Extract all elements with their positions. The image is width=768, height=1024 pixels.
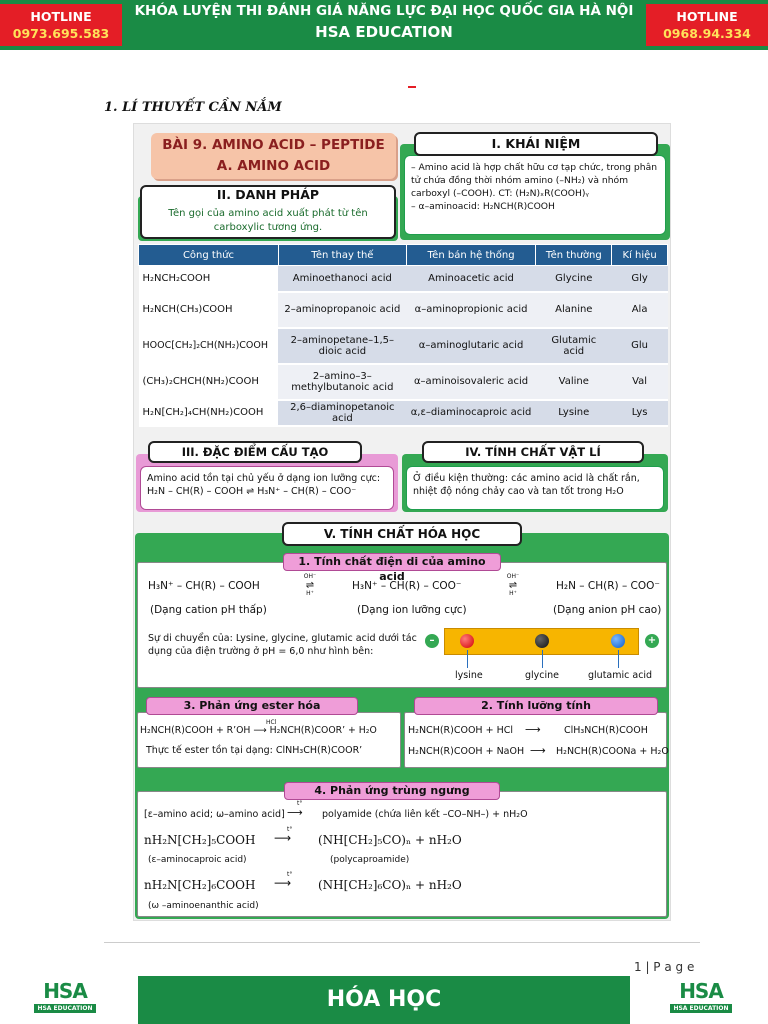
- table-header-row: [139, 245, 668, 266]
- hotline-right-number: 0968.94.334: [663, 26, 751, 41]
- temp-label: t°: [297, 800, 303, 807]
- migration-text: Sự di chuyển của: Lysine, glycine, glutamic acid dưới tác dụng của điện trường ở pH = 6,0 như hình bên:: [148, 633, 417, 657]
- cell-formula: H₂N[CH₂]₄CH(NH₂)COOH: [139, 400, 279, 426]
- cell-symbol: Val: [612, 364, 668, 400]
- temp-label: t°: [287, 871, 293, 878]
- hsa-logo-left: [34, 978, 96, 1022]
- table-row: [139, 400, 668, 426]
- arrow-eq-1: [290, 573, 330, 598]
- form-cation: H₃N⁺ – CH(R) – COOH: [148, 580, 260, 592]
- cell-common-name: Lysine: [536, 400, 612, 426]
- equilibrium-arrow-icon: ⇌: [305, 580, 315, 591]
- red-mark: [408, 86, 416, 88]
- cell-symbol: Gly: [612, 266, 668, 292]
- hsa-logo-sub: HSA EDUCATION: [34, 1004, 96, 1013]
- dac-diem-box: [140, 466, 394, 510]
- amino-table: [138, 244, 668, 427]
- lysine-arrow: [467, 650, 468, 668]
- amphoteric-eq1-right: ClH₃NCH(R)COOH: [564, 725, 648, 736]
- minus-electrode: [425, 634, 439, 648]
- cell-substitutive-name: 2–amino–3–methylbutanoic acid: [278, 364, 406, 400]
- temp-label: t°: [287, 826, 293, 833]
- amphoteric-eq1-left: H₂NCH(R)COOH + HCl: [408, 725, 513, 736]
- header-title-line2: HSA EDUCATION: [315, 23, 453, 41]
- cell-symbol: Glu: [612, 328, 668, 364]
- cell-substitutive-name: 2,6–diaminopetanoic acid: [278, 400, 406, 426]
- ester-catalyst: HCl: [266, 719, 277, 726]
- hotline-left-number: 0973.695.583: [12, 26, 110, 41]
- cell-common-name: Alanine: [536, 292, 612, 328]
- hsa-logo-text: HSA: [43, 979, 87, 1003]
- equilibrium-arrow-icon: ⇌: [508, 580, 518, 591]
- arrow-top-label: OH⁻: [506, 573, 520, 580]
- header-title-line1: KHÓA LUYỆN THI ĐÁNH GIÁ NĂNG LỰC ĐẠI HỌC QUỐC GIA HÀ NỘI: [134, 3, 634, 19]
- hsa-logo-sub: HSA EDUCATION: [670, 1004, 732, 1013]
- arrow-bot-label: H⁺: [306, 590, 314, 597]
- ester-equation: H₂NCH(R)COOH + R’OH ⟶ H₂NCH(R)COOR’ + H₂O: [140, 725, 377, 736]
- arrow-icon: ⟶: [530, 744, 546, 757]
- dien-di-label: 1. Tính chất điện di của amino acid: [283, 553, 501, 571]
- dac-diem-label: III. ĐẶC ĐIỂM CẤU TẠO: [148, 441, 362, 463]
- poly-cap3: (ω –aminoenanthic acid): [148, 901, 259, 911]
- cell-formula: HOOC[CH₂]₂CH(NH₂)COOH: [139, 328, 279, 364]
- hotline-left-label: HOTLINE: [30, 9, 92, 24]
- poly-eq1-right: polyamide (chứa liên kết –CO–NH–) + nH₂O: [322, 809, 528, 820]
- arrow-icon: ⟶: [274, 876, 292, 890]
- khai-niem-label: I. KHÁI NIỆM: [414, 132, 658, 156]
- lysine-dot: [460, 634, 474, 648]
- hotline-left: [0, 4, 122, 46]
- caption-zwitterion: (Dạng ion lưỡng cực): [357, 604, 467, 616]
- glycine-arrow: [542, 650, 543, 668]
- ester-note: Thực tế ester tồn tại dạng: ClNH₃CH(R)COOR’: [146, 745, 363, 756]
- lesson-title: [151, 133, 396, 179]
- cell-symbol: Ala: [612, 292, 668, 328]
- th-cong-thuc: Công thức: [139, 245, 279, 266]
- poly-eq2-left: nH₂N[CH₂]₅COOH: [144, 833, 256, 847]
- ester-label: 3. Phản ứng ester hóa: [146, 697, 358, 715]
- header-bar: [0, 0, 768, 50]
- lesson-title-line2: A. AMINO ACID: [216, 158, 331, 174]
- khai-niem-text2: – α–aminoacid: H₂NCH(R)COOH: [411, 201, 555, 212]
- arrow-icon: ⟶: [525, 723, 541, 736]
- poly-eq3-left: nH₂N[CH₂]₆COOH: [144, 878, 256, 892]
- caption-anion: (Dạng anion pH cao): [553, 604, 662, 616]
- cell-semi-systematic-name: α–aminoisovaleric acid: [406, 364, 536, 400]
- arrow-bot-label: H⁺: [509, 590, 517, 597]
- glutamic-arrow: [618, 650, 619, 668]
- arrow-icon: ⟶: [274, 831, 292, 845]
- khai-niem-box: [404, 155, 666, 235]
- glycine-label: glycine: [525, 670, 560, 681]
- vat-li-box: [406, 466, 664, 510]
- cell-formula: H₂NCH(CH₃)COOH: [139, 292, 279, 328]
- header-title: [122, 2, 646, 43]
- subject-banner: [138, 976, 630, 1024]
- glycine-dot: [535, 634, 549, 648]
- danh-phap-label: II. DANH PHÁP: [216, 187, 320, 202]
- vat-li-label: IV. TÍNH CHẤT VẬT LÍ: [422, 441, 644, 463]
- hsa-logo-text: HSA: [679, 979, 723, 1003]
- minus-sign: –: [429, 635, 435, 646]
- amphoteric-eq2-left: H₂NCH(R)COOH + NaOH: [408, 746, 525, 757]
- arrow-eq-2: [493, 573, 533, 598]
- cell-symbol: Lys: [612, 400, 668, 426]
- cell-common-name: Glycine: [536, 266, 612, 292]
- th-ten-thay-the: Tên thay thế: [278, 245, 406, 266]
- hoa-hoc-label: V. TÍNH CHẤT HÓA HỌC: [282, 522, 522, 546]
- dac-diem-text: Amino acid tồn tại chủ yếu ở dạng ion lưỡng cực:: [147, 473, 381, 484]
- cell-semi-systematic-name: Aminoacetic acid: [406, 266, 536, 292]
- form-zwitterion: H₃N⁺ – CH(R) – COO⁻: [352, 580, 462, 592]
- equilibrium-arrow-icon: ⇌: [246, 486, 258, 497]
- th-ten-thuong: Tên thường: [536, 245, 612, 266]
- th-ki-hieu: Kí hiệu: [612, 245, 668, 266]
- poly-eq1-left: [ε–amino acid; ω–amino acid]: [144, 809, 285, 820]
- cell-common-name: Glutamic acid: [536, 328, 612, 364]
- dac-diem-eq-right: H₃N⁺ – CH(R) – COO⁻: [257, 486, 357, 497]
- glutamic-dot: [611, 634, 625, 648]
- hsa-logo-right: [670, 978, 732, 1022]
- arrow-icon: ⟶: [287, 806, 303, 819]
- th-ten-ban-he-thong: Tên bán hệ thống: [406, 245, 536, 266]
- cell-semi-systematic-name: α–aminopropionic acid: [406, 292, 536, 328]
- cell-substitutive-name: Aminoethanoci acid: [278, 266, 406, 292]
- table-row: [139, 328, 668, 364]
- arrow-top-label: OH⁻: [303, 573, 317, 580]
- cell-substitutive-name: 2–aminopropanoic acid: [278, 292, 406, 328]
- section-heading: 1. LÍ THUYẾT CẦN NẮM: [104, 100, 282, 115]
- danh-phap-text: Tên gọi của amino acid xuất phát từ tên carboxylic tương ứng.: [168, 208, 368, 233]
- cell-formula: (CH₃)₂CHCH(NH₂)COOH: [139, 364, 279, 400]
- glutamic-label: glutamic acid: [588, 670, 653, 681]
- table-row: [139, 292, 668, 328]
- poly-cap2-left: (ε–aminocaproic acid): [148, 855, 247, 865]
- poly-eq2-right: (NH[CH₂]₅CO)ₙ + nH₂O: [318, 833, 462, 847]
- poly-cap2-right: (polycaproamide): [330, 855, 410, 865]
- table-row: [139, 364, 668, 400]
- table-row: [139, 266, 668, 292]
- cell-common-name: Valine: [536, 364, 612, 400]
- amphoteric-box: [404, 712, 667, 768]
- polycondensation-label: 4. Phản ứng trùng ngưng: [284, 782, 500, 800]
- dac-diem-eq-left: H₂N – CH(R) – COOH: [147, 486, 244, 497]
- khai-niem-text1: – Amino acid là hợp chất hữu cơ tạp chức, trong phân tử chứa đồng thời nhóm amino (–NH₂) và nhóm carboxyl (–COOH). CT: (H₂N)ₓR(COOH)ᵧ: [411, 162, 658, 199]
- caption-cation: (Dạng cation pH thấp): [150, 604, 267, 616]
- plus-electrode: [645, 634, 659, 648]
- plus-sign: +: [647, 635, 657, 646]
- cell-semi-systematic-name: α,ε–diaminocaproic acid: [406, 400, 536, 426]
- lysine-label: lysine: [455, 670, 483, 681]
- dac-diem-equation: [147, 485, 387, 499]
- hotline-right: [646, 4, 768, 46]
- hotline-right-label: HOTLINE: [676, 9, 738, 24]
- poly-eq3-right: (NH[CH₂]₆CO)ₙ + nH₂O: [318, 878, 462, 892]
- vat-li-text: Ở điều kiện thường: các amino acid là chất rắn, nhiệt độ nóng chảy cao và tan tốt trong H₂O: [413, 473, 640, 497]
- cell-substitutive-name: 2–aminopetane–1,5–dioic acid: [278, 328, 406, 364]
- subject-label: HÓA HỌC: [326, 987, 442, 1012]
- page-number: 1 | P a g e: [634, 960, 695, 974]
- amphoteric-label: 2. Tính lưỡng tính: [414, 697, 658, 715]
- lesson-title-line1: BÀI 9. AMINO ACID – PEPTIDE: [162, 137, 385, 153]
- cell-semi-systematic-name: α–aminoglutaric acid: [406, 328, 536, 364]
- cell-formula: H₂NCH₂COOH: [139, 266, 279, 292]
- footer-divider: [104, 942, 700, 943]
- amphoteric-eq2-right: H₂NCH(R)COONa + H₂O: [556, 746, 669, 757]
- form-anion: H₂N – CH(R) – COO⁻: [556, 580, 660, 592]
